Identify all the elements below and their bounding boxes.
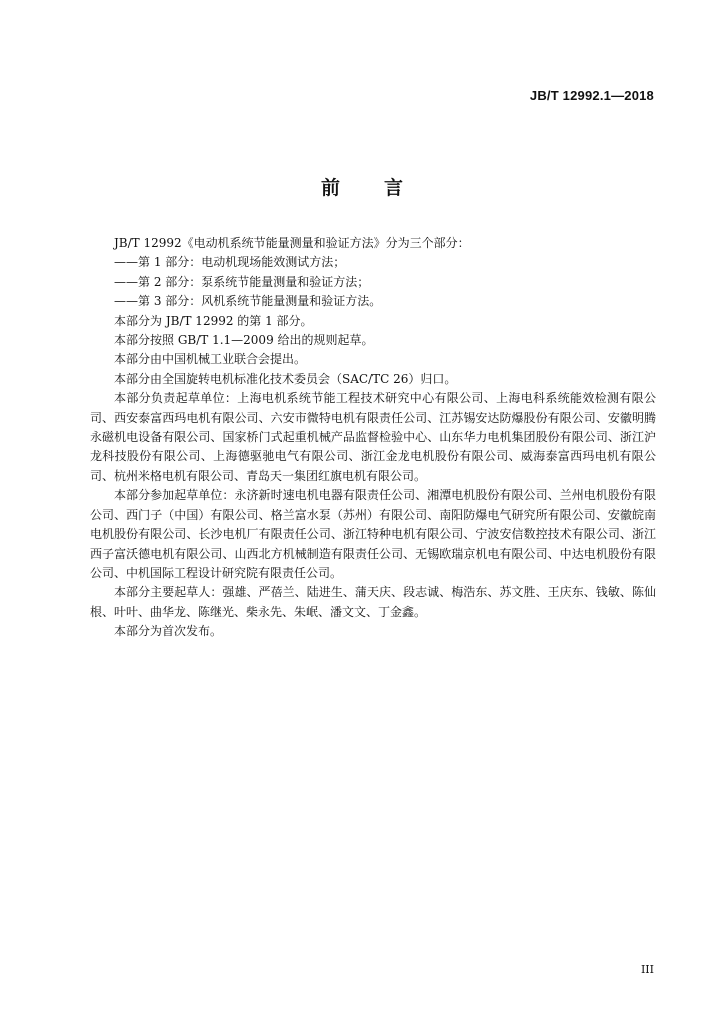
paragraph-responsible-drafters: 本部分负责起草单位：上海电机系统节能工程技术研究中心有限公司、上海电科系统能效检测有限公司、西安泰富西玛电机有限公司、六安市微特电机有限责任公司、江苏锡安达防爆股份有限公司、安徽明腾永磁机电设备有限公司、国家桥门式起重机械产品监督检验中心、山东华力电机集团股份有限公司、浙江沪龙科技股份有限公司、上海德驱驰电气有限公司、浙江金龙电机股份有限公司、威海泰富西玛电机有限公司、杭州米格电机有限公司、青岛天一集团红旗电机有限公司。 — [90, 391, 656, 483]
paragraph-part-1: ——第 1 部分：电动机现场能效测试方法； — [114, 255, 346, 270]
paragraph-first-release: 本部分为首次发布。 — [114, 624, 223, 639]
paragraph-proposed-by: 本部分由中国机械工业联合会提出。 — [114, 352, 307, 367]
title-char-2: 言 — [384, 177, 404, 199]
paragraph-main-drafters: 本部分主要起草人：强雄、严蓓兰、陆进生、蒲天庆、段志诚、梅浩东、苏文胜、王庆东、钱敏、陈仙根、叶叶、曲华龙、陈继光、柴永先、朱岷、潘文文、丁金鑫。 — [90, 585, 656, 619]
paragraph-centralized-by: 本部分由全国旋转电机标准化技术委员会（SAC/TC 26）归口。 — [114, 371, 457, 386]
paragraph-participating-drafters: 本部分参加起草单位：永济新时速电机电器有限责任公司、湘潭电机股份有限公司、兰州电机股份有限公司、西门子（中国）有限公司、格兰富水泵（苏州）有限公司、南阳防爆电气研究所有限公司、安徽皖南电机股份有限公司、长沙电机厂有限责任公司、浙江特种电机有限公司、宁波安信数控技术有限公司、浙江西子富沃德电机有限公司、山西北方机械制造有限责任公司、无锡欧瑞京机电有限公司、中达电机股份有限公司、中机国际工程设计研究院有限责任公司。 — [90, 488, 656, 580]
paragraph-this-part: 本部分为 JB/T 12992 的第 1 部分。 — [114, 313, 313, 328]
title-char-1: 前 — [320, 177, 340, 199]
page-title — [0, 173, 724, 200]
standard-number: JB/T 12992.1—2018 — [529, 88, 654, 103]
paragraph-part-3: ——第 3 部分：风机系统节能量测量和验证方法。 — [114, 294, 382, 309]
paragraph-drafting-rules: 本部分按照 GB/T 1.1—2009 给出的规则起草。 — [114, 333, 374, 348]
paragraph-part-2: ——第 2 部分：泵系统节能量测量和验证方法； — [114, 274, 370, 289]
paragraph-intro: JB/T 12992《电动机系统节能量测量和验证方法》分为三个部分： — [114, 236, 470, 250]
foreword-body — [90, 234, 656, 642]
page-number: III — [640, 963, 654, 976]
